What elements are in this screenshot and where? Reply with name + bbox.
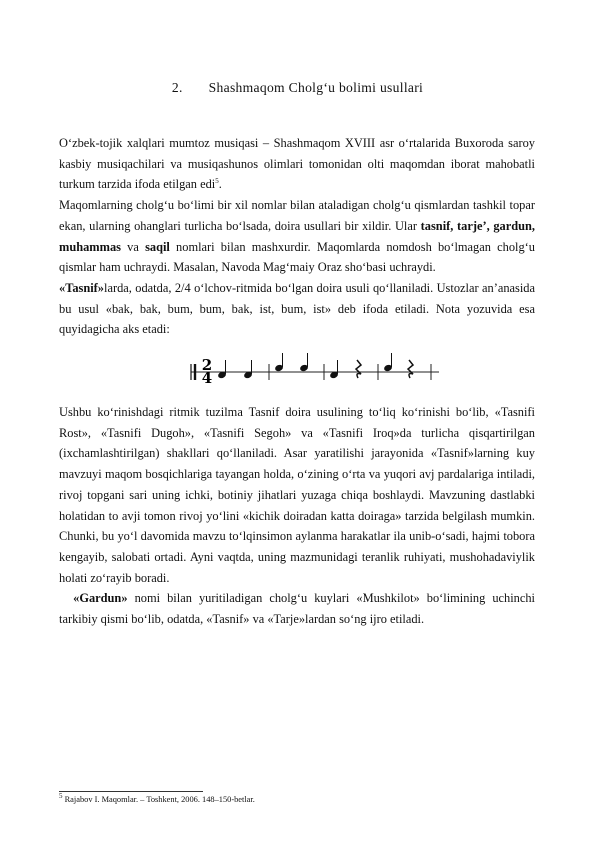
- paragraph-3-text: larda, odatda, 2/4 o‘lchov-ritmida bo‘lgan doira usuli qo‘llaniladi. Ustozlar an’anasida bu usul «bak, bak, bum, bum, bak, ist, bum, ist» deb ifoda etiladi. Nota yozuvida esa quyidagicha aks etadi:: [59, 280, 535, 337]
- rhythm-notation-figure: [187, 346, 447, 392]
- footnote-divider: [59, 791, 203, 792]
- paragraph-3-bold: «Tasnif»: [59, 280, 104, 295]
- note-icon: [383, 353, 393, 372]
- quarter-rest-icon: [408, 360, 413, 378]
- paragraph-1: [59, 133, 535, 195]
- note-icon: [329, 360, 339, 379]
- paragraph-1-tail: .: [218, 177, 222, 192]
- paragraph-2-text-c: nomlari bilan mashxurdir. Maqomlarda nomdosh bo‘lmagan cholg‘u qismlar ham uchraydi. Masalan, Navoda Mag‘maiy Oraz sho‘basi uchraydi.: [59, 239, 535, 275]
- footnote: [59, 792, 255, 804]
- paragraph-1-text: O‘zbek-tojik xalqlari mumtoz musiqasi – Shashmaqom XVIII asr o‘rtalarida Buxoroda saroy kasbiy musiqachilari va musiqashunos olimlari tomonidan olti maqomdan iborat mahobatli turkum tarzida ifoda etilgan edi: [59, 136, 535, 192]
- section-title: Shashmaqom Cholg‘u bolimi usullari: [208, 80, 424, 95]
- paragraph-4-text: Ushbu ko‘rinishdagi ritmik tuzilma Tasnif doira usulining to‘liq ko‘rinishi bo‘lib, «Tasnifi Rost», «Tasnifi Dugoh», «Tasnifi Segoh» va «Tasnifi Iroq»da turlicha qisqartirilgan (ixchamlashtirilgan) shakllari qo‘llaniladi. Asar yaratilishi jarayonida «Tasnif»larning kuy mavzuyi maqom bosqichlariga tayangan holda, o‘zining o‘rta va yuqori avj pardalariga intiladi, rivoj topgani sari uning ichki, botiniy jihatlari yuzaga chiqa boshlaydi. Mavzuning dastlabki holatidan to avji tomon rivoj yo‘lini «kichik doiradan katta doiraga» tarzida belgilash mumkin. Chunki, bu yo‘l davomida mavzu to‘lqinsimon aylanma harakatlar ila unib-o‘sadi, hajmi tobora kengayib, salobati ortadi. Ayni vaqtda, uning mazmunidagi teranlik ruhiyati, mushohadaviylik holati zo‘rayib boradi.: [59, 405, 535, 585]
- paragraph-2-text-a: Maqomlarning cholg‘u bo‘limi bir xil nomlar bilan ataladigan cholg‘u qismlardan tashkil topar ekan, ularning ohanglari turlicha bo‘lsada, doira usullari bir xildir. Ular: [59, 198, 535, 233]
- paragraph-3: [59, 278, 535, 340]
- paragraph-2-bold-saqil: saqil: [145, 239, 170, 254]
- paragraph-2-text-b: va: [120, 239, 146, 254]
- rhythm-notation: [59, 340, 535, 402]
- body-text: [59, 133, 535, 630]
- section-number: 2.: [171, 80, 183, 95]
- footnote-ref: 5: [215, 177, 219, 186]
- paragraph-5-text: nomi bilan yuritiladigan cholg‘u kuylari «Mushkilot» bo‘limining uchinchi tarkibiy qismi bo‘lib, odatda, «Tasnif» va «Tarje»lardan so‘ng ijro etiladi.: [59, 591, 535, 627]
- note-icon: [243, 360, 253, 379]
- paragraph-5: [59, 588, 535, 629]
- paragraph-5-bold: «Gardun»: [73, 591, 128, 606]
- paragraph-2: [59, 195, 535, 278]
- note-icon: [274, 353, 284, 372]
- footnote-text: Rajabov I. Maqomlar. – Toshkent, 2006. 148–150-betlar.: [62, 795, 255, 804]
- note-icon: [217, 360, 227, 379]
- section-heading: [0, 80, 595, 96]
- note-icon: [299, 353, 309, 372]
- paragraph-2-bold-terms: tasnif, tarje’, gardun, muhammas: [59, 218, 535, 254]
- time-signature-bottom: 4: [201, 369, 213, 388]
- quarter-rest-icon: [356, 360, 361, 378]
- paragraph-4: [59, 402, 535, 588]
- time-signature-top: 2: [201, 356, 213, 375]
- footnote-marker: 5: [59, 792, 63, 801]
